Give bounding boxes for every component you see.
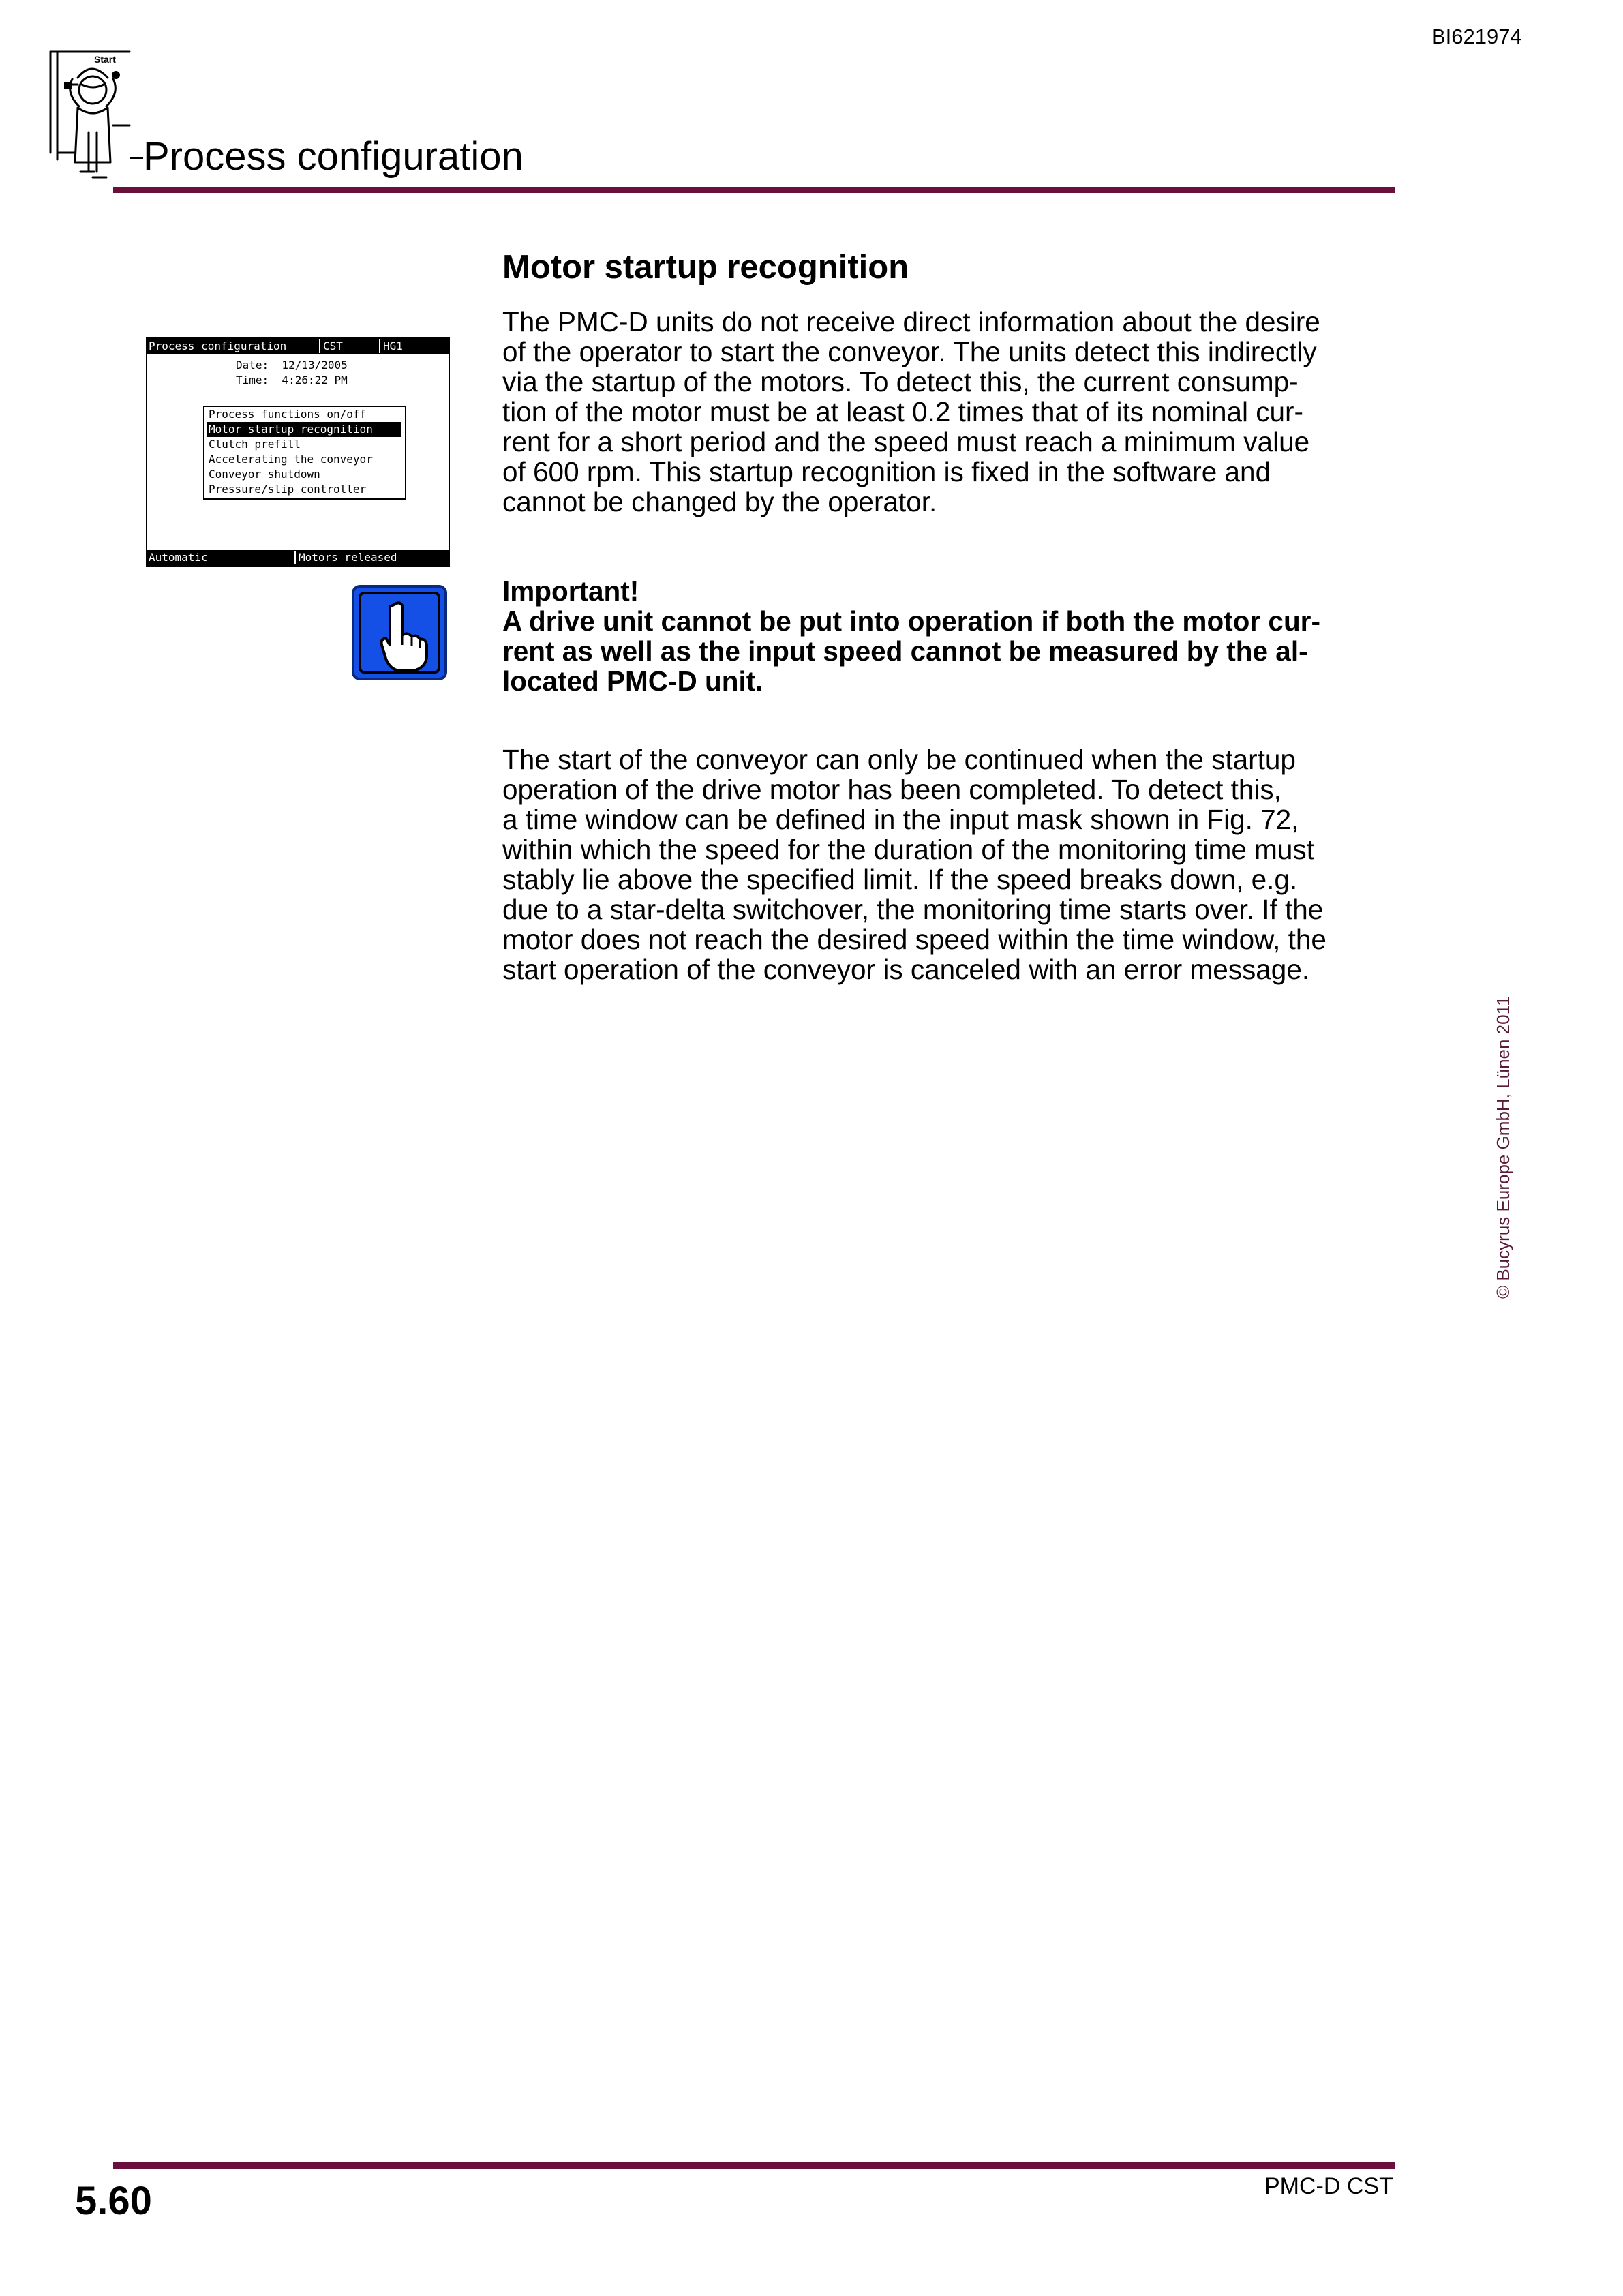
text-line: of the operator to start the conveyor. The units detect this indirectly [502,336,1317,367]
lcd-menu-item-selected: Motor startup recognition [207,422,401,437]
page-number: 5.60 [75,2179,152,2223]
mascot-start-label: Start [94,54,116,65]
lcd-time: Time: 4:26:22 PM [236,374,348,387]
start-mascot-icon [48,50,136,184]
lcd-menu-item: Process functions on/off [209,408,367,421]
doc-id: BI621974 [1431,25,1522,48]
paragraph-startup-recognition [502,307,1409,517]
paragraph-time-window [502,744,1409,984]
text-line: tion of the motor must be at least 0.2 times that of its nominal cur- [502,396,1304,427]
important-note [502,576,1409,696]
copyright-text: © Bucyrus Europe GmbH, Lünen 2011 [1493,996,1513,1299]
text-line: motor does not reach the desired speed within the time window, the [502,924,1326,955]
lcd-status-bar [147,550,449,565]
text-line: The start of the conveyor can only be continued when the startup [502,744,1296,775]
text-line: due to a star-delta switchover, the monitoring time starts over. If the [502,894,1324,925]
footer-rule [113,2162,1395,2169]
page-title: Process configuration [143,134,524,179]
lcd-status-right: Motors released [299,551,397,564]
text-line: rent for a short period and the speed must reach a minimum value [502,426,1310,457]
text-line: The PMC-D units do not receive direct information about the desire [502,306,1320,337]
lcd-menu-item: Pressure/slip controller [209,483,367,496]
important-heading: Important! [502,575,639,607]
text-line: of 600 rpm. This startup recognition is fixed in the software and [502,456,1271,487]
lcd-screen [146,337,450,567]
lcd-top-bar [147,339,449,354]
text-line: start operation of the conveyor is canceled with an error message. [502,954,1310,985]
text-line: cannot be changed by the operator. [502,486,937,517]
important-line: A drive unit cannot be put into operation if both the motor cur- [502,605,1320,637]
important-line: rent as well as the input speed cannot be measured by the al- [502,635,1308,667]
lcd-status-left: Automatic [149,551,208,564]
text-line: within which the speed for the duration of the monitoring time must [502,834,1314,865]
title-dash [130,157,143,159]
lcd-menu-item: Accelerating the conveyor [209,453,373,466]
section-heading: Motor startup recognition [502,249,909,286]
footer-product: PMC-D CST [1264,2173,1393,2199]
header-rule [113,187,1395,193]
lcd-title: Process configuration [149,339,287,352]
lcd-menu-item: Clutch prefill [209,438,301,451]
text-line: via the startup of the motors. To detect this, the current consump- [502,366,1299,397]
lcd-menu [203,406,406,500]
pointing-hand-icon [352,585,447,680]
important-line: located PMC-D unit. [502,665,763,697]
text-line: stably lie above the specified limit. If the speed breaks down, e.g. [502,864,1298,895]
lcd-date: Date: 12/13/2005 [236,359,348,372]
text-line: operation of the drive motor has been completed. To detect this, [502,774,1281,805]
text-line: a time window can be defined in the input mask shown in Fig. 72, [502,804,1299,835]
lcd-menu-item: Conveyor shutdown [209,468,320,481]
lcd-mode: CST [323,339,343,352]
lcd-unit: HG1 [383,339,403,352]
